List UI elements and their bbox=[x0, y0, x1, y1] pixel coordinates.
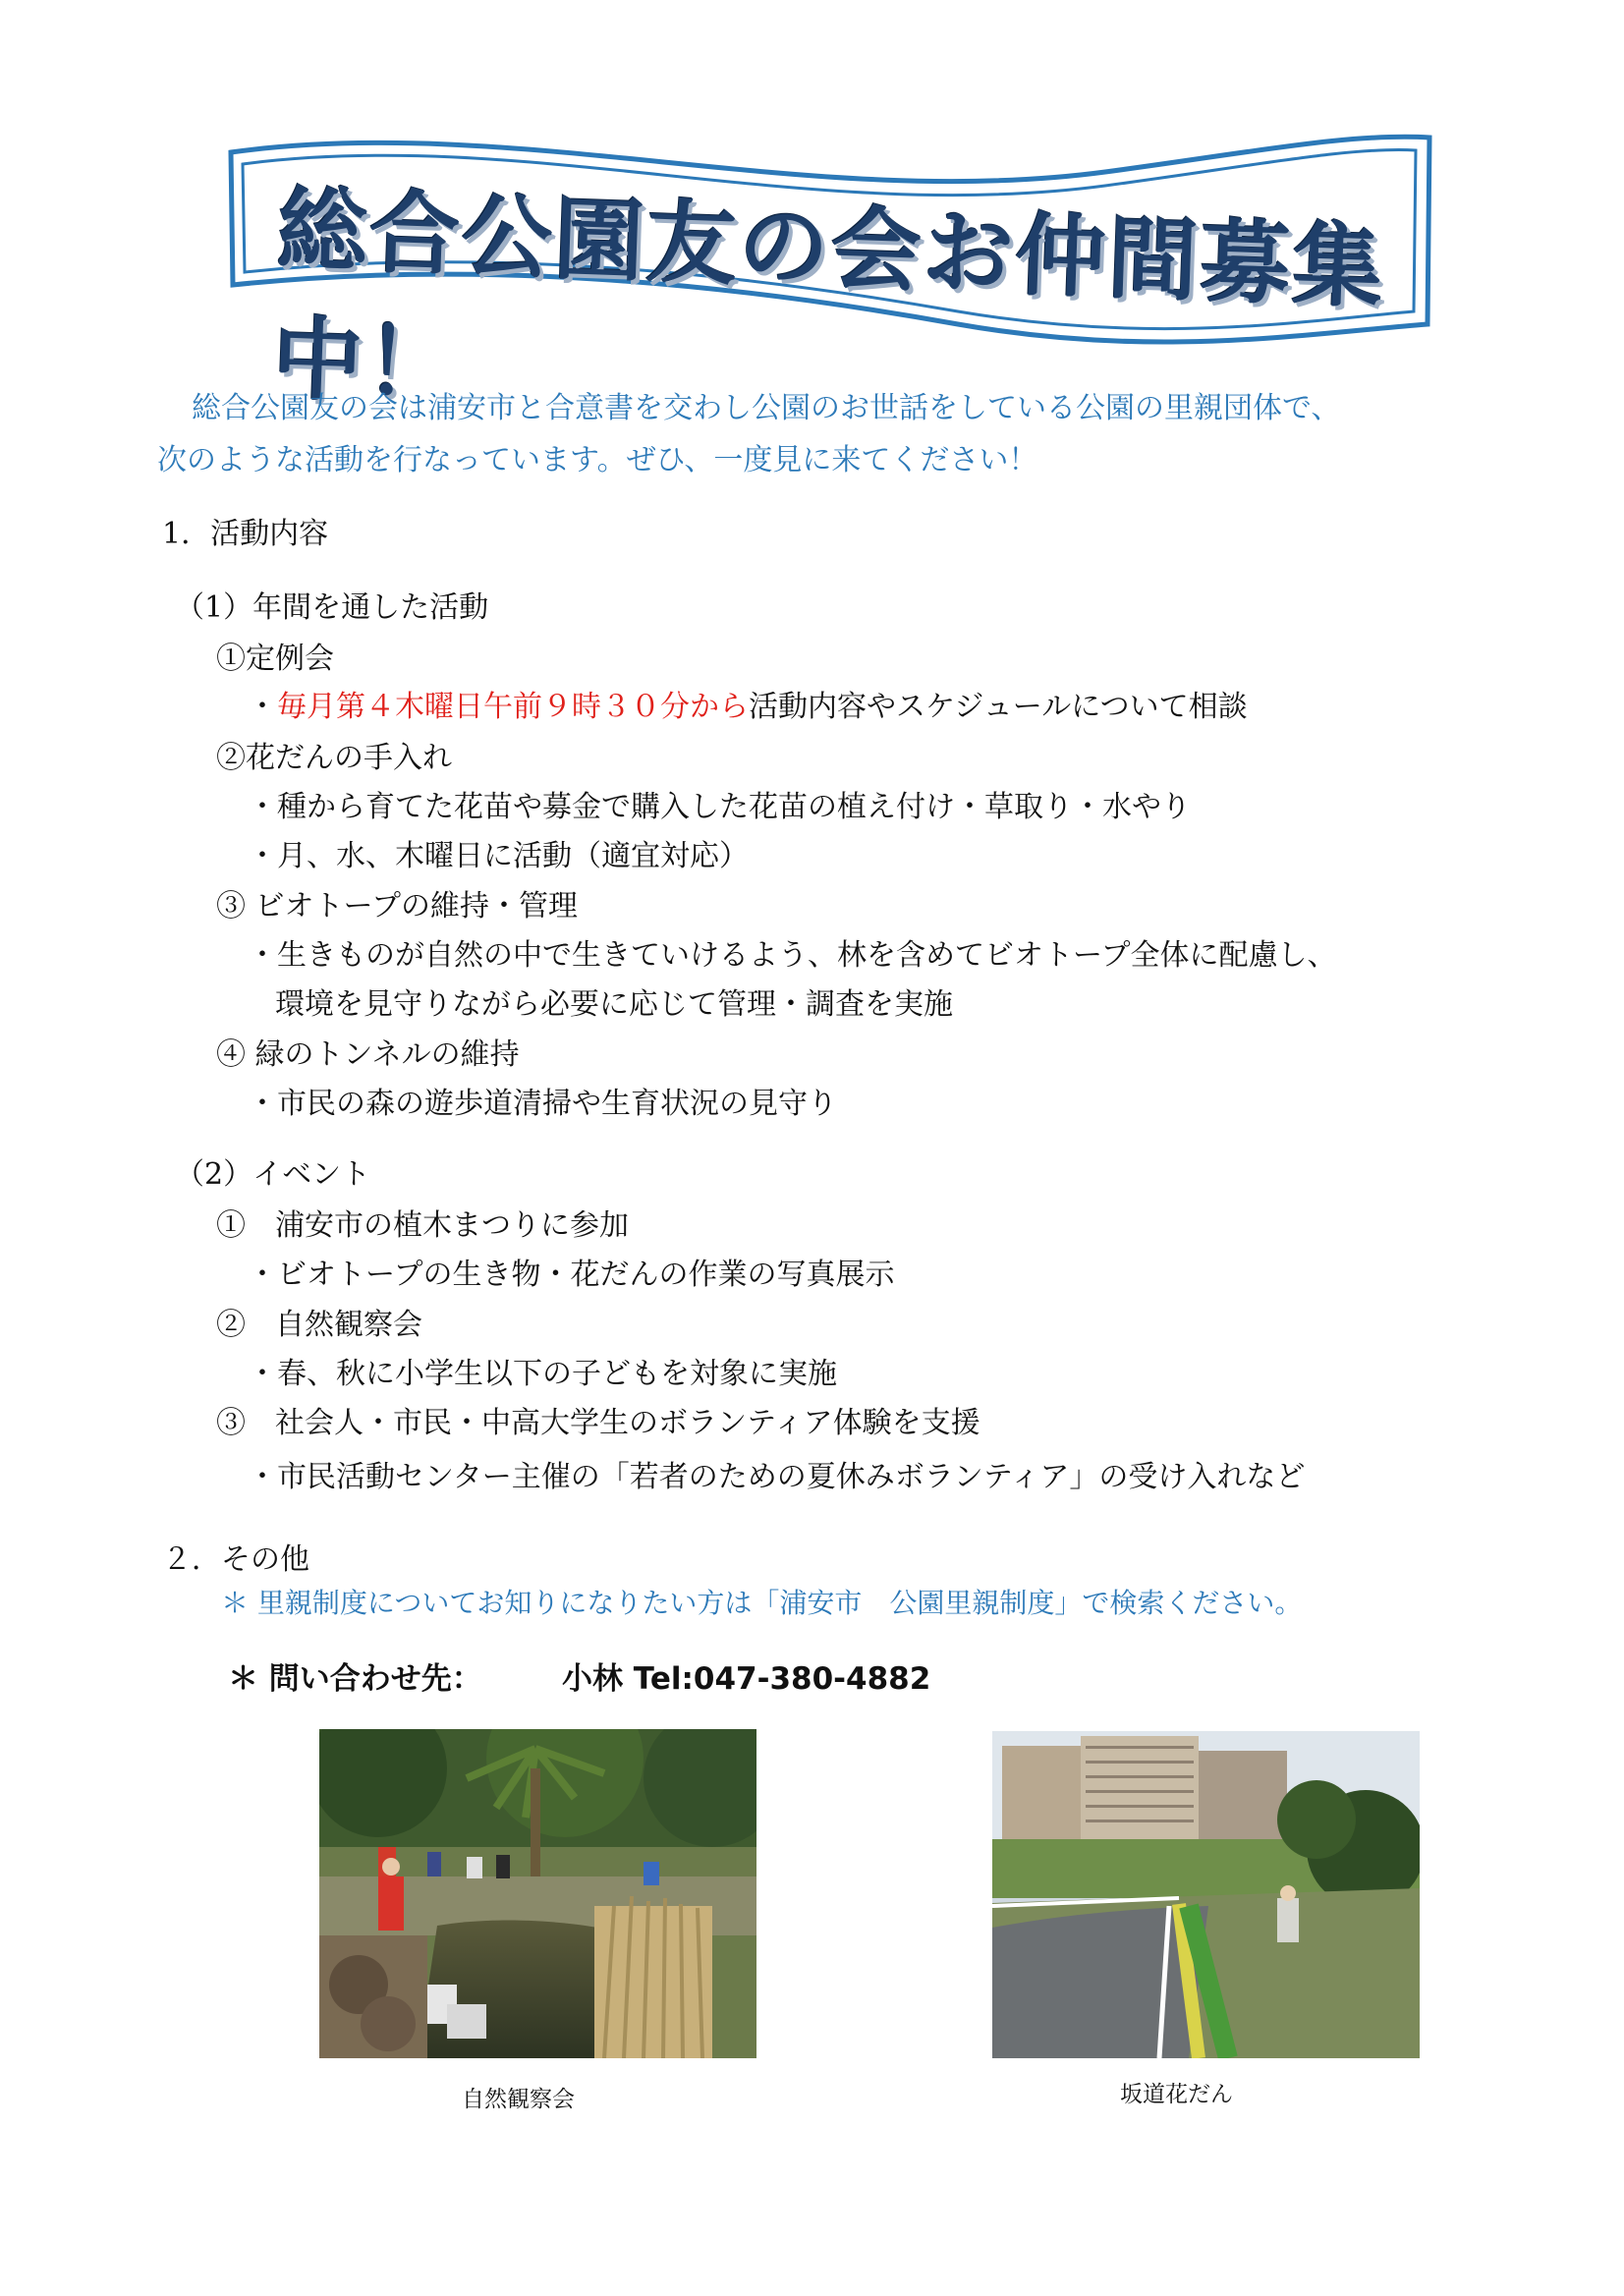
event-volunteer-support: ③ 社会人・市民・中高大学生のボランティア体験を支援 bbox=[216, 1406, 980, 1440]
intro-line-1: 総合公園友の会は浦安市と合意書を交わし公園のお世話をしている公園の里親団体で、 bbox=[192, 391, 1341, 425]
subsection-2-heading: （2）イベント bbox=[175, 1157, 371, 1192]
event-tree-festival: ① 浦安市の植木まつりに参加 bbox=[216, 1208, 629, 1243]
event-volunteer-support-bullet: ・市民活動センター主催の「若者のための夏休みボランティア」の受け入れなど bbox=[248, 1460, 1306, 1494]
event-tree-festival-bullet: ・ビオトープの生き物・花だんの作業の写真展示 bbox=[248, 1258, 895, 1292]
biotope-bullet-1-cont: 環境を見守りながら必要に応じて管理・調査を実施 bbox=[275, 987, 953, 1022]
contact-value: 小林 Tel:047-380-4882 bbox=[562, 1661, 931, 1697]
biotope-bullet-1: ・生きものが自然の中で生きていけるよう、林を含めてビオトープ全体に配慮し、 bbox=[248, 938, 1337, 973]
intro-line-2: 次のような活動を行なっています。ぜひ、一度見に来てください！ bbox=[157, 443, 1038, 477]
item-green-tunnel: ④ 緑のトンネルの維持 bbox=[216, 1037, 520, 1072]
item-flowerbed: ②花だんの手入れ bbox=[216, 741, 452, 775]
slope-flowerbed-caption: 坂道花だん bbox=[1120, 2082, 1233, 2107]
meeting-schedule-rest: 活動内容やスケジュールについて相談 bbox=[749, 690, 1248, 724]
nature-observation-caption: 自然観察会 bbox=[462, 2087, 575, 2112]
green-tunnel-bullet-1: ・市民の森の遊歩道清掃や生育状況の見守り bbox=[248, 1087, 837, 1121]
item-biotope: ③ ビオトープの維持・管理 bbox=[216, 889, 579, 924]
section-2-heading: ２．その他 bbox=[162, 1542, 309, 1577]
info-note: ＊ 里親制度についてお知りになりたい方は「浦安市 公園里親制度」で検索ください。 bbox=[221, 1587, 1303, 1619]
event-nature-observation-bullet: ・春、秋に小学生以下の子どもを対象に実施 bbox=[248, 1357, 837, 1391]
bullet-dot: ・ bbox=[248, 690, 277, 724]
event-nature-observation: ② 自然観察会 bbox=[216, 1308, 422, 1342]
page-title: 総合公園友の会お仲間募集中！ bbox=[270, 177, 1387, 419]
contact-label: ＊ 問い合わせ先： bbox=[228, 1661, 482, 1697]
section-1-heading: 1．活動内容 bbox=[162, 517, 329, 551]
nature-observation-photo bbox=[319, 1729, 756, 2058]
flowerbed-bullet-2: ・月、水、木曜日に活動（適宜対応） bbox=[248, 839, 749, 873]
item-regular-meeting: ①定例会 bbox=[216, 642, 334, 676]
subsection-1-heading: （1）年間を通した活動 bbox=[175, 590, 489, 625]
regular-meeting-bullet bbox=[248, 682, 1248, 725]
flowerbed-bullet-1: ・種から育てた花苗や募金で購入した花苗の植え付け・草取り・水やり bbox=[248, 790, 1191, 824]
meeting-schedule-highlight: 毎月第４木曜日午前９時３０分から bbox=[277, 690, 749, 724]
slope-flowerbed-photo bbox=[992, 1731, 1420, 2058]
